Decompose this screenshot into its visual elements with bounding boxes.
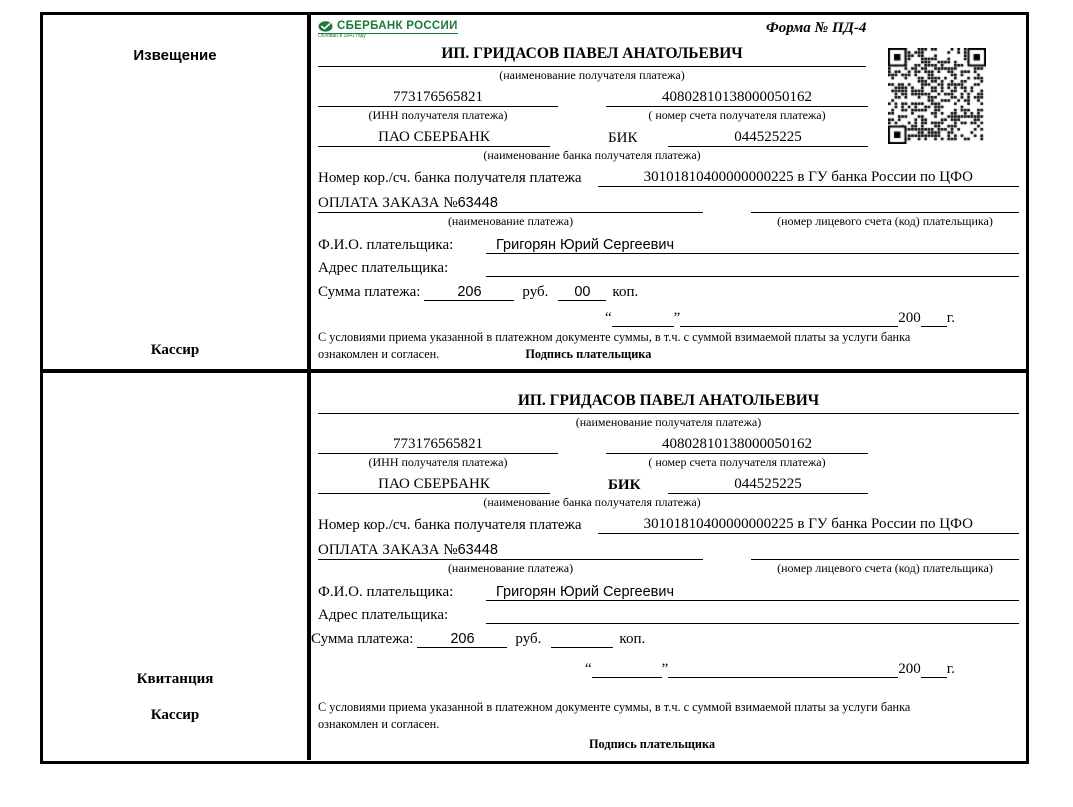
bik-label: БИК <box>608 130 638 146</box>
korr-label: Номер кор./сч. банка получателя платежа <box>318 517 582 533</box>
sum-rub-value: 206 <box>417 631 507 648</box>
payment-name: ОПЛАТА ЗАКАЗА №63448 <box>318 542 703 560</box>
address-label: Адрес плательщика: <box>318 607 449 623</box>
fio-value: Григорян Юрий Сергеевич <box>486 237 1019 254</box>
fio-label: Ф.И.О. плательщика: <box>318 584 454 600</box>
inn-caption: (ИНН получателя платежа) <box>368 455 508 469</box>
receipt-label: Квитанция <box>136 671 214 687</box>
recipient-name: ИП. ГРИДАСОВ ПАВЕЛ АНАТОЛЬЕВИЧ <box>318 392 1019 414</box>
receipt-section <box>43 373 1026 760</box>
sum-rub-value: 206 <box>424 284 514 301</box>
cashier-label: Кассир <box>150 707 200 723</box>
form-number-label: Форма № ПД-4 <box>766 20 867 36</box>
korr-value: 30101810400000000225 в ГУ банка России по ЦФО <box>598 516 1019 534</box>
recipient-name: ИП. ГРИДАСОВ ПАВЕЛ АНАТОЛЬЕВИЧ <box>318 45 866 67</box>
payment-caption: (наименование платежа) <box>447 214 574 228</box>
sberbank-logo <box>318 20 458 39</box>
sum-label: Сумма платежа: <box>318 284 421 300</box>
inn-value: 773176565821 <box>318 436 558 454</box>
recipient-caption: (наименование получателя платежа) <box>575 415 762 429</box>
personal-account-caption: (номер лицевого счета (код) плательщика) <box>777 561 993 575</box>
address-label: Адрес плательщика: <box>318 260 449 276</box>
account-caption: ( номер счета получателя платежа) <box>648 455 826 469</box>
sberbank-logo-tagline: Основан в 1841 году <box>318 33 366 39</box>
signature-label: Подпись плательщика <box>525 346 652 361</box>
personal-account-caption: (номер лицевого счета (код) плательщика) <box>777 214 993 228</box>
order-number: 63448 <box>457 542 498 558</box>
bank-name: ПАО СБЕРБАНК <box>318 476 550 494</box>
sum-label: Сумма платежа: <box>311 631 414 647</box>
korr-value: 30101810400000000225 в ГУ банка России по ЦФО <box>598 169 1019 187</box>
rub-label: руб. <box>522 284 549 300</box>
date-line: “ ” 200 г. <box>604 310 955 326</box>
bank-caption: (наименование банка получателя платежа) <box>483 148 701 162</box>
bank-caption: (наименование банка получателя платежа) <box>483 495 701 509</box>
cashier-label: Кассир <box>150 342 200 358</box>
bank-name: ПАО СБЕРБАНК <box>318 129 550 147</box>
order-number: 63448 <box>457 195 498 211</box>
fio-value: Григорян Юрий Сергеевич <box>486 584 1019 601</box>
notice-stub-cell <box>43 15 311 369</box>
account-value: 40802810138000050162 <box>606 436 868 454</box>
signature-label: Подпись плательщика <box>588 736 715 751</box>
pd4-payment-form <box>40 12 1029 764</box>
year-suffix: г. <box>946 310 955 326</box>
bik-value: 044525225 <box>668 476 868 494</box>
date-line: “ ” 200 г. <box>584 661 955 677</box>
kop-label: коп. <box>619 631 646 647</box>
notice-section <box>43 15 1026 373</box>
receipt-stub-cell <box>43 373 311 760</box>
sberbank-logo-icon <box>318 21 333 32</box>
fio-label: Ф.И.О. плательщика: <box>318 237 454 253</box>
bik-value: 044525225 <box>668 129 868 147</box>
year-suffix: г. <box>946 661 955 677</box>
qr-code <box>888 48 986 144</box>
receipt-form-cell <box>311 373 1026 760</box>
notice-form-cell <box>311 15 1026 369</box>
sum-kop-value: 00 <box>558 284 606 301</box>
agreement-line1: С условиями приема указанной в платежном документе суммы, в т.ч. с суммой взимаемой платы за услуги банка <box>318 330 911 344</box>
rub-label: руб. <box>515 631 542 647</box>
korr-label: Номер кор./сч. банка получателя платежа <box>318 170 582 186</box>
address-value <box>486 276 1019 277</box>
payment-caption: (наименование платежа) <box>447 561 574 575</box>
agreement-line2: ознакомлен и согласен. <box>318 716 440 731</box>
year-prefix: 200 <box>898 310 921 326</box>
sum-kop-value <box>551 647 613 648</box>
form-header <box>318 18 1019 45</box>
account-value: 40802810138000050162 <box>606 89 868 107</box>
account-caption: ( номер счета получателя платежа) <box>648 108 826 122</box>
agreement-line2: ознакомлен и согласен. <box>318 346 440 361</box>
agreement-line1: С условиями приема указанной в платежном документе суммы, в т.ч. с суммой взимаемой платы за услуги банка <box>318 700 911 714</box>
bik-label: БИК <box>608 477 641 493</box>
address-value <box>486 623 1019 624</box>
year-prefix: 200 <box>898 661 921 677</box>
kop-label: коп. <box>612 284 639 300</box>
inn-caption: (ИНН получателя платежа) <box>368 108 508 122</box>
recipient-caption: (наименование получателя платежа) <box>499 68 685 82</box>
payment-name: ОПЛАТА ЗАКАЗА №63448 <box>318 195 703 213</box>
sberbank-logo-text: СБЕРБАНК РОССИИ <box>337 20 458 32</box>
inn-value: 773176565821 <box>318 89 558 107</box>
notice-label: Извещение <box>133 47 217 64</box>
